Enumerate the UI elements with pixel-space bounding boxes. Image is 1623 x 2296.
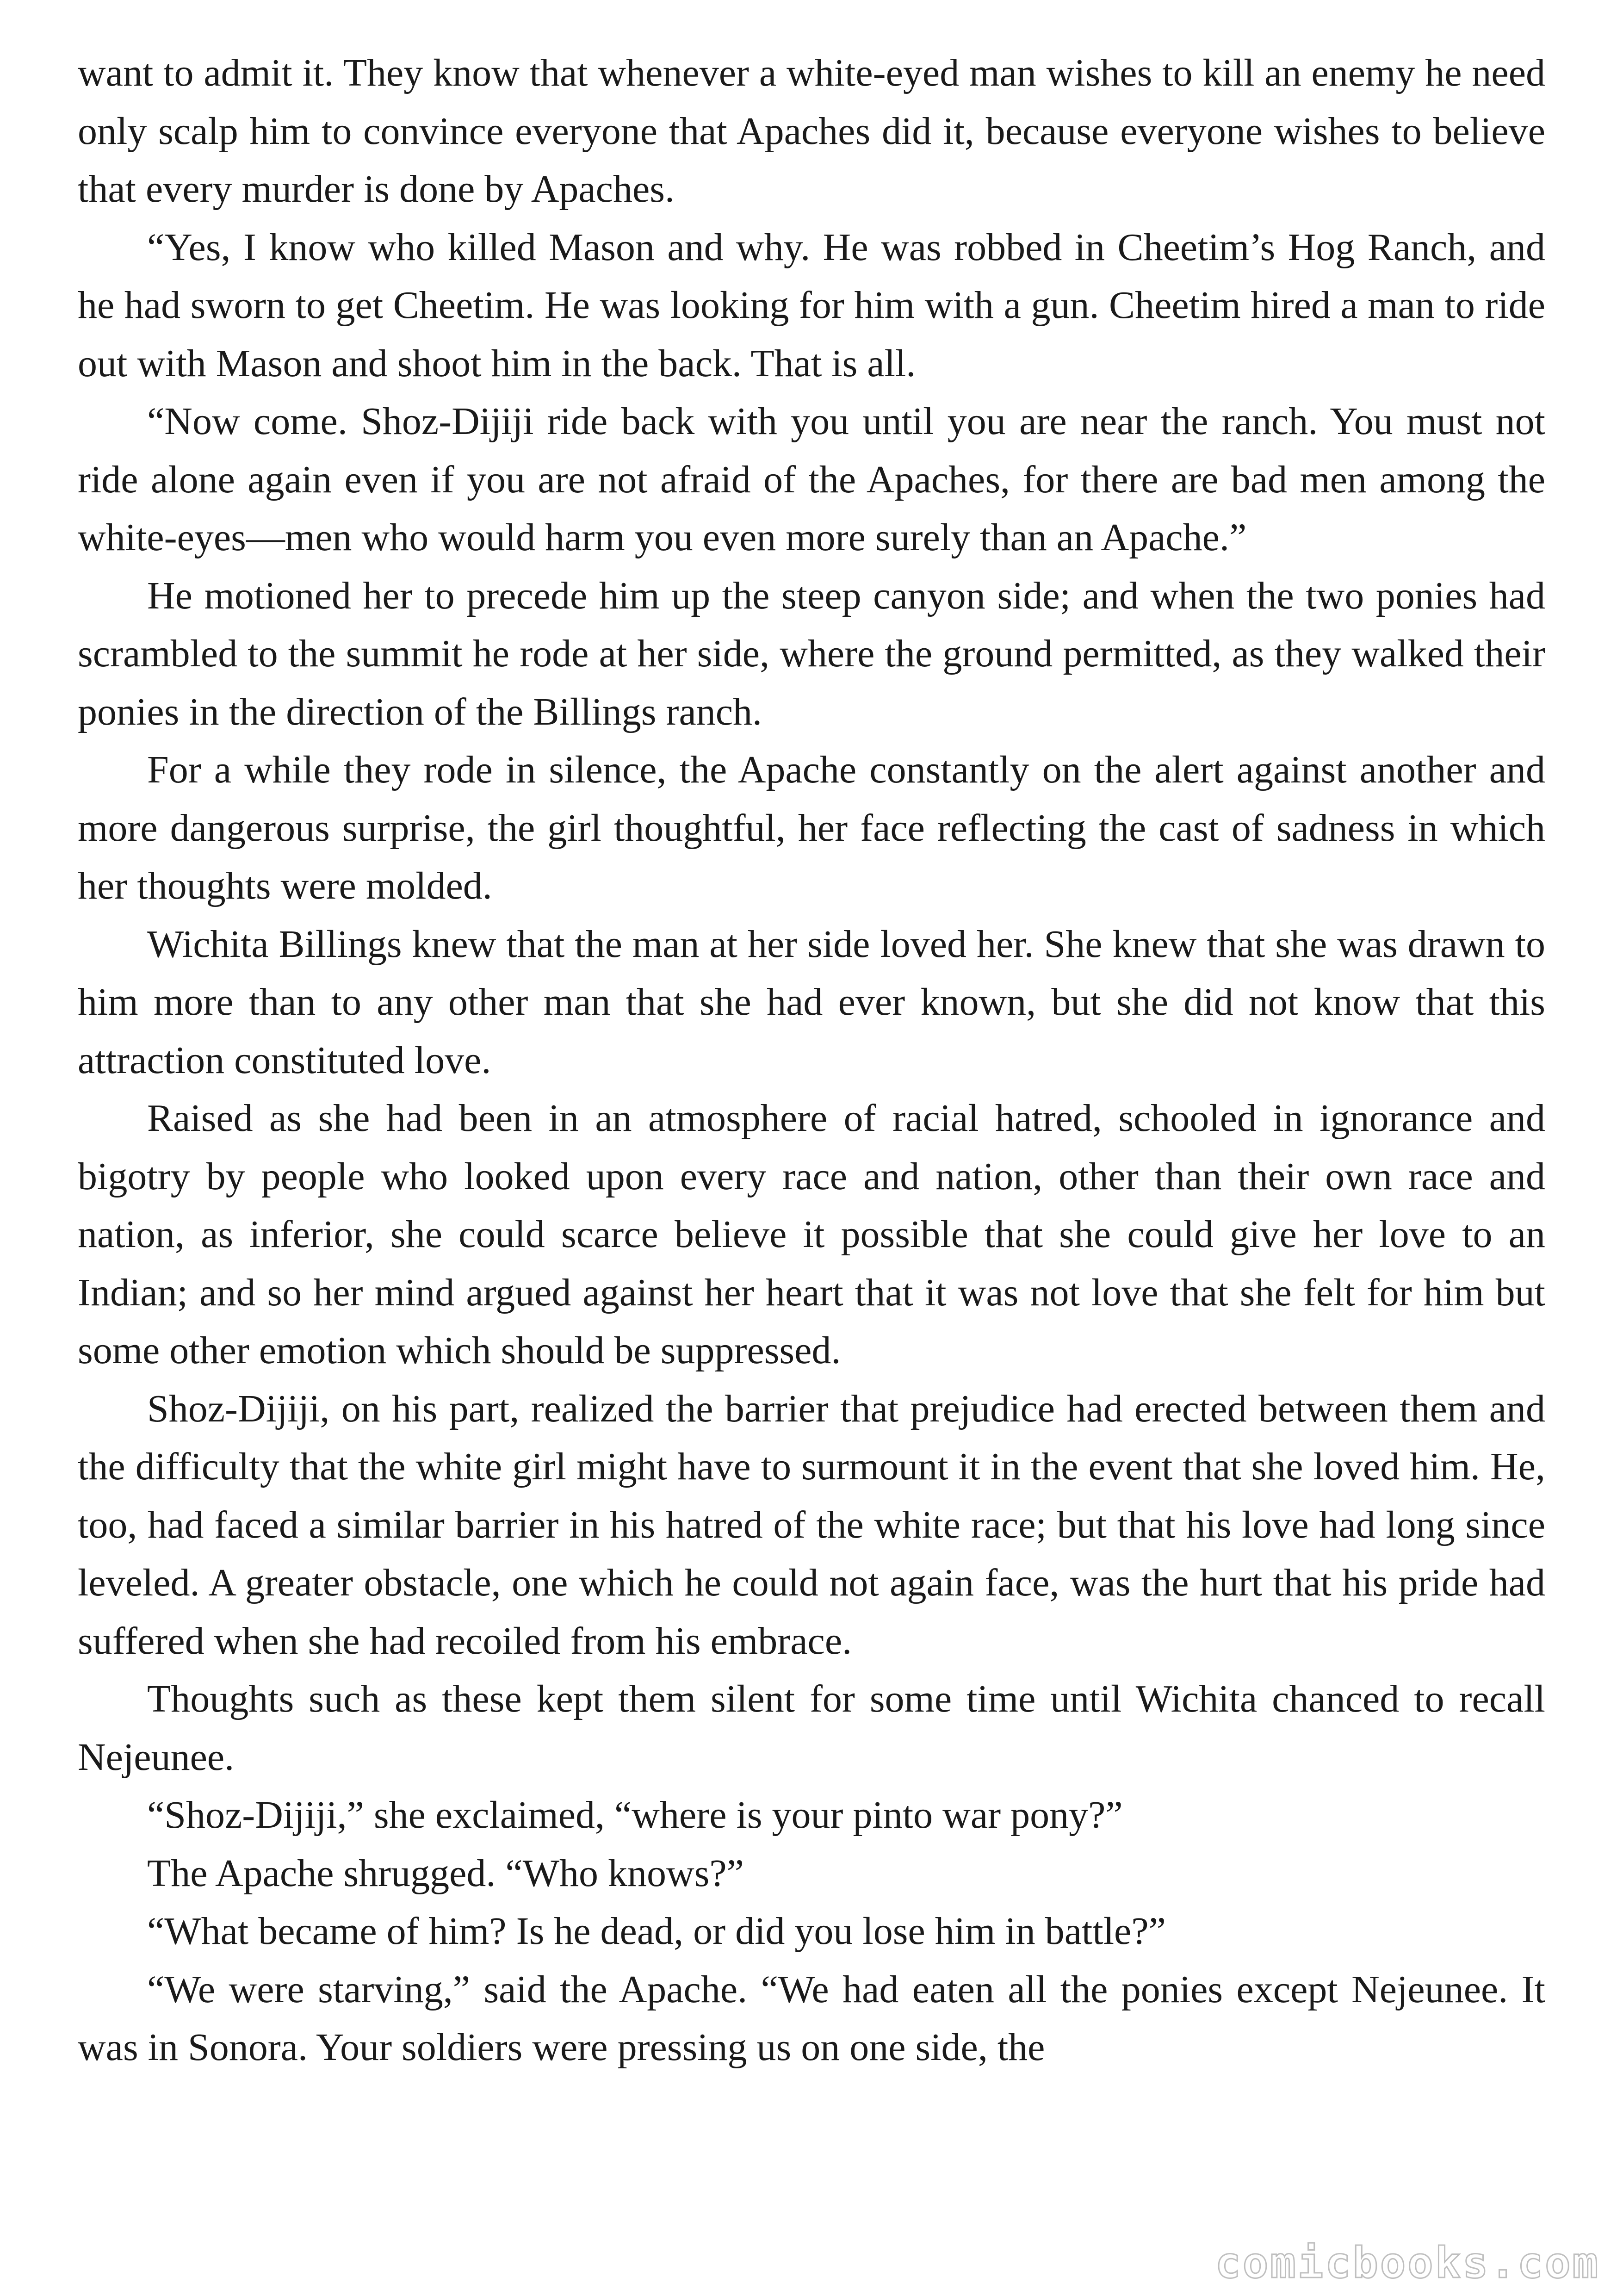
page-body [78,44,1545,2077]
paragraph-12: “What became of him? Is he dead, or did you lose him in battle?” [147,1910,1166,1953]
paragraph-9: Thoughts such as these kept them silent for some time until Wichita chanced to recall Nejeunee. [78,1677,1545,1779]
paragraph-4: He motioned her to precede him up the steep canyon side; and when the two ponies had scrambled to the summit he rode at her side, where the ground permitted, as they walked their ponies in the direction of the Billings ranch. [78,574,1545,733]
paragraph-8: Shoz-Dijiji, on his part, realized the barrier that prejudice had erected between them and the difficulty that the white girl might have to surmount it in the event that she loved him. He, too, had faced a similar barrier in his hatred of the white race; but that his love had long since leveled. A greater obstacle, one which he could not again face, was the hurt that his pride had suffered when she had recoiled from his embrace. [78,1387,1545,1663]
paragraph-10: “Shoz-Dijiji,” she exclaimed, “where is your pinto war pony?” [147,1793,1123,1837]
paragraph-2: “Yes, I know who killed Mason and why. He was robbed in Cheetim’s Hog Ranch, and he had sworn to get Cheetim. He was looking for him with a gun. Cheetim hired a man to ride out with Mason and shoot him in the back. That is all. [78,225,1545,385]
paragraph-5: For a while they rode in silence, the Apache constantly on the alert against another and more dangerous surprise, the girl thoughtful, her face reflecting the cast of sadness in which her thoughts were molded. [78,748,1545,907]
watermark-logo: comicbooks.com [1215,2238,1600,2288]
paragraph-3: “Now come. Shoz-Dijiji ride back with you until you are near the ranch. You must not ride alone again even if you are not afraid of the Apaches, for there are bad men among the white-eyes—men who would harm you even more surely than an Apache.” [78,400,1545,559]
paragraph-11: The Apache shrugged. “Who knows?” [147,1851,744,1895]
paragraph-7: Raised as she had been in an atmosphere of racial hatred, schooled in ignorance and bigotry by people who looked upon every race and nation, other than their own race and nation, as inferior, she could scarce believe it possible that she could give her love to an Indian; and so her mind argued against her heart that it was not love that she felt for him but some other emotion which should be suppressed. [78,1097,1545,1372]
paragraph-13: “We were starving,” said the Apache. “We had eaten all the ponies except Nejeunee. It was in Sonora. Your soldiers were pressing us on one side, the [78,1967,1545,2069]
paragraph-6: Wichita Billings knew that the man at her side loved her. She knew that she was drawn to him more than to any other man that she had ever known, but she did not know that this attraction constituted love. [78,922,1545,1082]
paragraph-1: want to admit it. They know that whenever a white-eyed man wishes to kill an enemy he need only scalp him to convince everyone that Apaches did it, because everyone wishes to believe that every murder is done by Apaches. [78,51,1545,211]
